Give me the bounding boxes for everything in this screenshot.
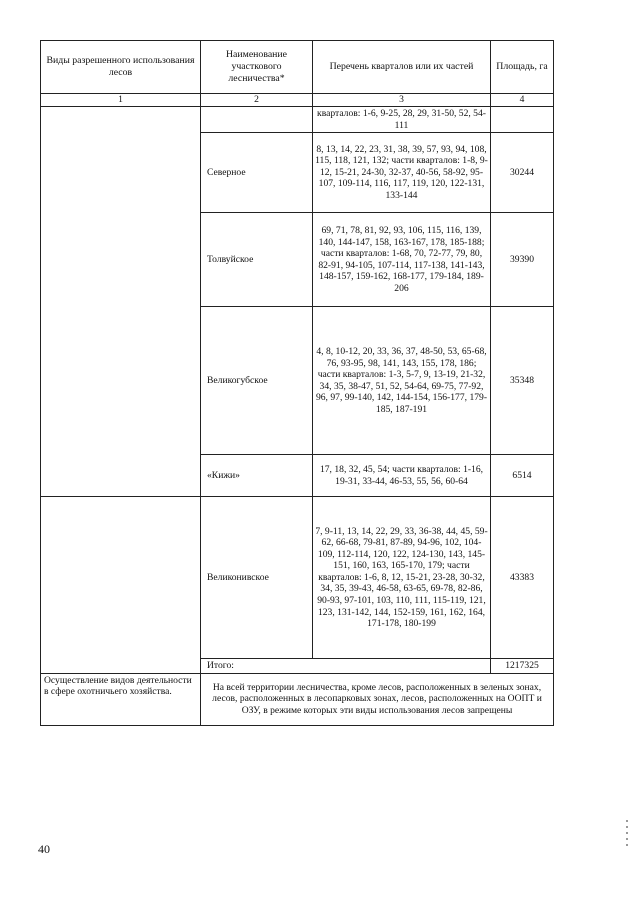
area-value: 6514 [491, 455, 554, 497]
use-type-cell [41, 107, 201, 497]
area-value: 39390 [491, 213, 554, 307]
column-number: 2 [201, 94, 313, 107]
quarters-list: 17, 18, 32, 45, 54; части кварталов: 1-16, 19-31, 33-44, 46-53, 55, 56, 60-64 [313, 455, 491, 497]
area-value [491, 107, 554, 133]
page-number: 40 [38, 842, 50, 856]
use-type-cell [41, 497, 201, 674]
header-use-types: Виды разрешенного использования лесов [41, 41, 201, 94]
column-number: 1 [41, 94, 201, 107]
use-type-hunting: Осуществление видов деятельности в сфере охотничьего хозяйства. [41, 673, 201, 725]
header-quarters-list: Перечень кварталов или их частей [313, 41, 491, 94]
total-area: 1217325 [491, 659, 554, 674]
scan-edge-marks [626, 820, 628, 850]
quarters-list: кварталов: 1-6, 9-25, 28, 29, 31-50, 52, 54-111 [313, 107, 491, 133]
district-name: Великогубское [201, 307, 313, 455]
district-name: «Кижи» [201, 455, 313, 497]
header-area: Площадь, га [491, 41, 554, 94]
column-number: 4 [491, 94, 554, 107]
column-number: 3 [313, 94, 491, 107]
total-label: Итого: [201, 659, 491, 674]
table-header-row [41, 41, 554, 94]
area-value: 43383 [491, 497, 554, 659]
table-row [41, 107, 554, 133]
district-name: Северное [201, 133, 313, 213]
district-name [201, 107, 313, 133]
column-number-row [41, 94, 554, 107]
table-row [41, 497, 554, 659]
quarters-list: 69, 71, 78, 81, 92, 93, 106, 115, 116, 139, 140, 144-147, 158, 163-167, 178, 185-188; части кварталов: 1-68, 70, 72-77, 79, 80, 82-91, 94-105, 107-114, 117-138, 141-143, 148-157, 159-162, 168-177, 179-184, 189-206 [313, 213, 491, 307]
area-value: 30244 [491, 133, 554, 213]
territory-note: На всей территории лесничества, кроме лесов, расположенных в зеленых зонах, лесов, расположенных в лесопарковых зонах, лесов, расположенных на ООПТ и ОЗУ, в режиме которых эти виды использования лесов запрещены [201, 673, 554, 725]
area-value: 35348 [491, 307, 554, 455]
district-name: Великонивское [201, 497, 313, 659]
district-name: Толвуйское [201, 213, 313, 307]
quarters-list: 7, 9-11, 13, 14, 22, 29, 33, 36-38, 44, 45, 59-62, 66-68, 79-81, 87-89, 94-96, 102, 104-109, 112-114, 120, 122, 124-130, 143, 145-151, 160, 163, 165-170, 179; части кварталов: 1-6, 8, 12, 15-21, 23-28, 30-32, 34, 35, 39-43, 46-58, 63-65, 69-78, 82-86, 90-93, 97-101, 103, 110, 111, 115-119, 121, 123, 131-142, 144, 152-159, 161, 162, 164, 171-178, 180-199 [313, 497, 491, 659]
table-row [41, 673, 554, 725]
quarters-list: 4, 8, 10-12, 20, 33, 36, 37, 48-50, 53, 65-68, 76, 93-95, 98, 141, 143, 155, 178, 186; части кварталов: 1-3, 5-7, 9, 13-19, 21-32, 34, 35, 38-47, 51, 52, 54-64, 69-75, 77-92, 96, 97, 99-140, 142, 144-154, 156-177, 179-185, 187-191 [313, 307, 491, 455]
quarters-list: 8, 13, 14, 22, 23, 31, 38, 39, 57, 93, 94, 108, 115, 118, 121, 132; части кварталов: 1-8, 9-12, 15-21, 24-30, 32-37, 40-56, 58-92, 95-107, 109-114, 116, 117, 119, 120, 122-131, 133-144 [313, 133, 491, 213]
header-district-name: Наименование участкового лесничества* [201, 41, 313, 94]
forest-use-table [40, 40, 554, 726]
